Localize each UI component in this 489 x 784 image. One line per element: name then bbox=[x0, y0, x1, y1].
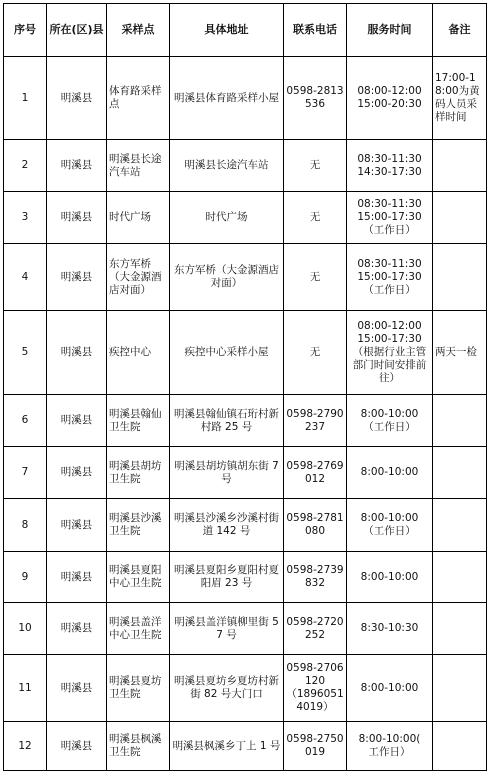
row-county: 明溪县 bbox=[47, 192, 107, 244]
header-address: 具体地址 bbox=[170, 4, 284, 57]
row-phone: 0598-2813536 bbox=[284, 57, 347, 140]
header-no: 序号 bbox=[4, 4, 47, 57]
row-site: 体育路采样点 bbox=[107, 57, 170, 140]
row-phone: 无 bbox=[284, 311, 347, 395]
row-address: 明溪县夏坊乡夏坊村新街 82 号大门口 bbox=[170, 655, 284, 722]
row-address: 明溪县盖洋镇柳里街 57 号 bbox=[170, 603, 284, 655]
row-address: 明溪县胡坊镇胡东街 7 号 bbox=[170, 447, 284, 499]
table-row bbox=[4, 552, 487, 603]
row-county: 明溪县 bbox=[47, 603, 107, 655]
row-site: 东方军桥（大金源酒店对面） bbox=[107, 244, 170, 311]
row-hours: 8:00-10:00 bbox=[347, 655, 433, 722]
row-site: 疾控中心 bbox=[107, 311, 170, 395]
row-phone: 无 bbox=[284, 140, 347, 192]
row-note bbox=[433, 192, 487, 244]
row-hours: 08:30-11:30 15:00-17:30 （工作日） bbox=[347, 244, 433, 311]
row-county: 明溪县 bbox=[47, 395, 107, 447]
row-note bbox=[433, 244, 487, 311]
row-county: 明溪县 bbox=[47, 57, 107, 140]
row-phone: 无 bbox=[284, 244, 347, 311]
row-number: 12 bbox=[4, 722, 47, 771]
row-hours: 8:00-10:00 （工作日） bbox=[347, 395, 433, 447]
row-address: 明溪县枫溪乡丁上 1 号 bbox=[170, 722, 284, 771]
table-row bbox=[4, 244, 487, 311]
row-number: 4 bbox=[4, 244, 47, 311]
row-address: 明溪县长途汽车站 bbox=[170, 140, 284, 192]
table-row bbox=[4, 603, 487, 655]
row-site: 明溪县盖洋中心卫生院 bbox=[107, 603, 170, 655]
header-hours: 服务时间 bbox=[347, 4, 433, 57]
row-county: 明溪县 bbox=[47, 552, 107, 603]
row-note bbox=[433, 722, 487, 771]
row-note bbox=[433, 395, 487, 447]
row-note bbox=[433, 499, 487, 552]
row-site: 明溪县沙溪卫生院 bbox=[107, 499, 170, 552]
row-note bbox=[433, 447, 487, 499]
row-phone: 0598-2781080 bbox=[284, 499, 347, 552]
sampling-points-table bbox=[3, 3, 487, 771]
row-hours: 8:00-10:00 （工作日） bbox=[347, 499, 433, 552]
row-number: 6 bbox=[4, 395, 47, 447]
row-site: 明溪县长途汽车站 bbox=[107, 140, 170, 192]
row-phone: 0598-2706120 （18960514019） bbox=[284, 655, 347, 722]
row-address: 明溪县夏阳乡夏阳村夏阳眉 23 号 bbox=[170, 552, 284, 603]
row-county: 明溪县 bbox=[47, 140, 107, 192]
row-note bbox=[433, 655, 487, 722]
row-phone: 0598-2750019 bbox=[284, 722, 347, 771]
row-county: 明溪县 bbox=[47, 244, 107, 311]
row-site: 明溪县夏阳中心卫生院 bbox=[107, 552, 170, 603]
row-hours: 08:00-12:00 15:00-20:30 bbox=[347, 57, 433, 140]
row-hours: 08:30-11:30 15:00-17:30 （工作日） bbox=[347, 192, 433, 244]
row-site: 明溪县翰仙卫生院 bbox=[107, 395, 170, 447]
header-note: 备注 bbox=[433, 4, 487, 57]
row-number: 11 bbox=[4, 655, 47, 722]
row-note bbox=[433, 603, 487, 655]
row-number: 2 bbox=[4, 140, 47, 192]
row-phone: 无 bbox=[284, 192, 347, 244]
row-county: 明溪县 bbox=[47, 447, 107, 499]
row-county: 明溪县 bbox=[47, 311, 107, 395]
table-row bbox=[4, 311, 487, 395]
table-row bbox=[4, 655, 487, 722]
header-site: 采样点 bbox=[107, 4, 170, 57]
row-number: 10 bbox=[4, 603, 47, 655]
header-county: 所在(区)县 bbox=[47, 4, 107, 57]
row-number: 5 bbox=[4, 311, 47, 395]
row-phone: 0598-2790237 bbox=[284, 395, 347, 447]
row-address: 明溪县翰仙镇石珩村新村路 25 号 bbox=[170, 395, 284, 447]
row-hours: 8:00-10:00 bbox=[347, 447, 433, 499]
row-note bbox=[433, 140, 487, 192]
row-hours: 8:30-10:30 bbox=[347, 603, 433, 655]
row-number: 1 bbox=[4, 57, 47, 140]
table-row bbox=[4, 499, 487, 552]
row-site: 时代广场 bbox=[107, 192, 170, 244]
row-number: 9 bbox=[4, 552, 47, 603]
row-note bbox=[433, 552, 487, 603]
row-site: 明溪县胡坊卫生院 bbox=[107, 447, 170, 499]
row-note: 两天一检 bbox=[433, 311, 487, 395]
table-row bbox=[4, 722, 487, 771]
row-address: 疾控中心采样小屋 bbox=[170, 311, 284, 395]
table-row bbox=[4, 57, 487, 140]
header-phone: 联系电话 bbox=[284, 4, 347, 57]
row-hours: 8:00-10:00( 工作日） bbox=[347, 722, 433, 771]
row-phone: 0598-2769012 bbox=[284, 447, 347, 499]
table-row bbox=[4, 140, 487, 192]
table-row bbox=[4, 395, 487, 447]
row-number: 8 bbox=[4, 499, 47, 552]
row-site: 明溪县夏坊卫生院 bbox=[107, 655, 170, 722]
row-address: 时代广场 bbox=[170, 192, 284, 244]
row-county: 明溪县 bbox=[47, 722, 107, 771]
row-number: 7 bbox=[4, 447, 47, 499]
row-hours: 08:30-11:30 14:30-17:30 bbox=[347, 140, 433, 192]
table-row bbox=[4, 447, 487, 499]
row-address: 东方军桥（大金源酒店对面） bbox=[170, 244, 284, 311]
row-address: 明溪县沙溪乡沙溪村街道 142 号 bbox=[170, 499, 284, 552]
row-hours: 8:00-10:00 bbox=[347, 552, 433, 603]
row-county: 明溪县 bbox=[47, 655, 107, 722]
row-address: 明溪县体育路采样小屋 bbox=[170, 57, 284, 140]
row-hours: 08:00-12:00 15:00-17:30 （根据行业主管部门时间安排前往） bbox=[347, 311, 433, 395]
row-county: 明溪县 bbox=[47, 499, 107, 552]
row-note: 17:00-18:00为黄码人员采样时间 bbox=[433, 57, 487, 140]
table-row bbox=[4, 192, 487, 244]
table-header-row bbox=[4, 4, 487, 57]
row-site: 明溪县枫溪卫生院 bbox=[107, 722, 170, 771]
row-phone: 0598-2720252 bbox=[284, 603, 347, 655]
row-phone: 0598-2739832 bbox=[284, 552, 347, 603]
row-number: 3 bbox=[4, 192, 47, 244]
